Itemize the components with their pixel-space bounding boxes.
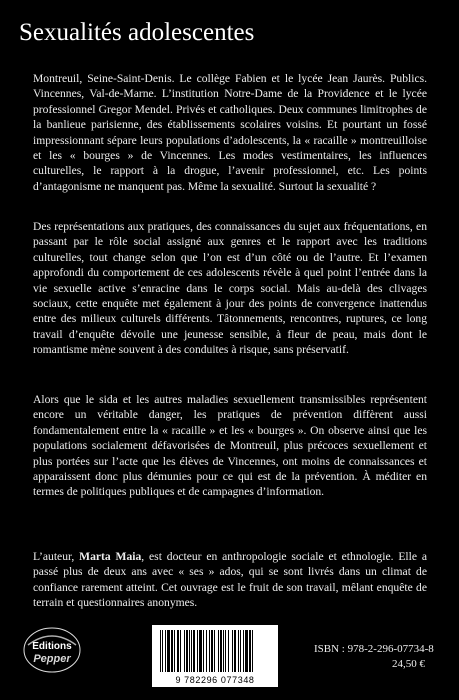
publisher-logo-line2: Pepper <box>33 653 71 665</box>
publisher-logo-line1: Editions <box>32 641 72 652</box>
barcode-digits: 9 782296 077348 <box>175 675 255 685</box>
blurb-paragraph-3: Alors que le sida et les autres maladies sexuellement transmissibles représentent encore un véritable danger, les pratiques de prévention diffèrent aussi fondamentalement entre la « racaille » et les « bourges ». On observe ainsi que les populations socialement défavorisées de Montreuil, plus précoces sexuellement et plus portées sur l’acte que les élèves de Vincennes, ont moins de connaissances et apparaissent donc plus démunies pour ce qui est de la prévention. À méditer en termes de politiques publiques et de campagnes d’information. <box>33 393 427 499</box>
blurb-paragraph-2: Des représentations aux pratiques, des connaissances du sujet aux fréquentations, en passant par le rôle social assigné aux genres et le rapport avec les traditions culturelles, tout change selon que l’on est d’un côté ou de l’autre. Et l’examen approfondi du comportement de ces adolescents révèle à quel point l’entrée dans la vie sexuelle active s’enracine dans le corps social. Mais au-delà des clivages sociaux, cette enquête met également à jour des points de convergence inattendus entre des milieux culturels différents. Tâtonnements, rencontres, ruptures, ce long travail d’enquête dévoile une jeunesse sensible, à fleur de peau, mais dont le romantisme mène souvent à des conduites à risque, sans préservatif. <box>33 220 427 357</box>
price: 24,50 € <box>392 658 425 670</box>
blurb-paragraph-1: Montreuil, Seine-Saint-Denis. Le collège Fabien et le lycée Jean Jaurès. Publics. Vincennes, Val-de-Marne. L’institution Notre-Dame de la Providence et le lycée professionnel Gregor Mendel. Privés et catholiques. Deux communes limitrophes de la banlieue parisienne, des établissements scolaires voisins. Et pourtant un fossé impressionnant sépare leurs populations d’adolescents, la « racaille » montreuilloise et les « bourges » de Vincennes. Les modes vestimentaires, les influences culturelles, le rapport à la drogue, l’avenir professionnel, etc. Les points d’antagonisme ne manquent pas. Même la sexualité. Surtout la sexualité ? <box>33 72 427 193</box>
author-bio <box>33 549 427 611</box>
barcode <box>152 625 278 687</box>
isbn: ISBN : 978-2-296-07734-8 <box>314 643 434 655</box>
publisher-logo <box>22 625 82 675</box>
author-bio-intro: L’auteur, <box>33 550 80 563</box>
barcode-bars <box>160 630 253 672</box>
book-title: Sexualités adolescentes <box>19 19 255 46</box>
publisher-logo-icon <box>22 625 82 675</box>
author-bio-text: , est docteur en anthropologie sociale et ethnologie. Elle a passé plus de deux ans avec « ses » ados, qui se sont livrés dans un climat de confiance rarement atteint. Cet ouvrage est le fruit de son travail, mêlant enquête de terrain et questionnaires anonymes. <box>33 550 427 610</box>
author-name: Marta Maia <box>79 550 142 563</box>
